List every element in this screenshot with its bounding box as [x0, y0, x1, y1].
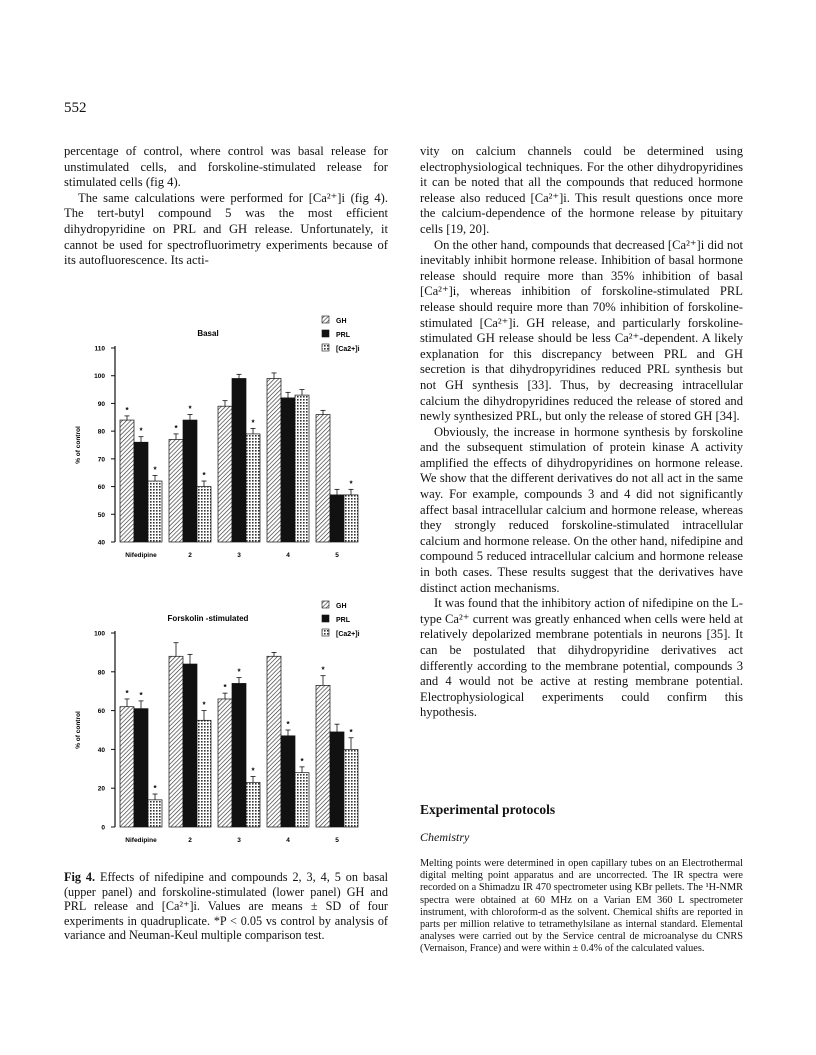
significance-marker: *: [321, 665, 325, 675]
significance-marker: *: [286, 720, 290, 729]
legend-swatch: [322, 316, 329, 323]
bar: [148, 481, 162, 542]
right-column-text: [420, 144, 743, 721]
caption-text: Effects of nifedipine and compounds 2, 3, 4, 5 on basal (upper panel) and forskoline-stimulated (lower panel) GH and PRL release and [Ca²⁺]i. Values are means ± SD of four experiments in quadruplicate. *P < 0.05 vs control by analysis of variance and Neuman-Keul multiple comparison test.: [64, 870, 388, 943]
y-tick-label: 50: [97, 511, 105, 519]
significance-marker: *: [174, 423, 178, 433]
bar: [134, 442, 148, 542]
right-paragraph-3: Obviously, the increase in hormone synthesis by forskoline and the subsequent stimulation of protein kinase A activity amplified the effects of dihydropyridines on hormone release. We show that the different derivatives do not all act in the same way. For example, compounds 3 and 4 did not significantly affect basal intracellular calcium and hormone release, whereas they strongly reduced forskoline-stimulated intracellular calcium and hormone release. On the other hand, nifedipine and compound 5 reduced intracellular calcium and hormone release in both cases. These results suggest that the derivatives have distinct action mechanisms.: [420, 424, 743, 595]
chart-title: Forskolin -stimulated: [167, 614, 249, 623]
y-tick-label: 60: [97, 484, 105, 492]
y-tick-label: 90: [97, 400, 105, 408]
bar: [183, 420, 197, 542]
x-tick-label: 4: [286, 552, 290, 559]
legend-swatch: [322, 330, 329, 337]
x-tick-label: 5: [335, 552, 339, 559]
right-paragraph-2: On the other hand, compounds that decreased [Ca²⁺]i did not inevitably inhibit hormone release. Inhibition of basal hormone release should require more than 35% inhibition of basal [Ca²⁺]i, whereas inhibition of forskoline-stimulated PRL release should require more than 70% inhibition of forskoline-stimulated [Ca²⁺]i. GH release, and particularly forskoline-stimulated GH release should be less Ca²⁺-dependent. A likely explanation for this discrepancy between PRL and GH secretion is that dihydropyridines reduced PRL synthesis but not GH synthesis [33]. Thus, by decreasing intracellular calcium the dihydropyridines reduced the release of stored and newly synthesized PRL, but only the release of stored GH [34].: [420, 237, 743, 424]
bar: [316, 685, 330, 827]
legend-label: GH: [336, 603, 347, 610]
y-tick-label: 0: [101, 824, 105, 832]
x-tick-label: Nifedipine: [125, 552, 157, 559]
significance-marker: *: [300, 756, 304, 766]
bar: [232, 378, 246, 542]
bar: [246, 782, 260, 827]
significance-marker: *: [251, 766, 255, 776]
bar: [316, 415, 330, 542]
y-tick-label: 80: [97, 428, 105, 436]
bar: [169, 656, 183, 827]
bar: [148, 800, 162, 827]
x-tick-label: 2: [188, 837, 192, 844]
legend-label: PRL: [336, 332, 350, 339]
left-paragraph-1: percentage of control, where control was basal release for unstimulated cells, and forskoline-stimulated release for stimulated cells (fig 4).: [64, 144, 388, 190]
right-paragraph-4: It was found that the inhibitory action of nifedipine on the L-type Ca²⁺ current was greatly enhanced when cells were held at relatively depolarized membrane potentials in neurons [35]. It can be postulated that dihydropyridine derivatives act differently according to the membrane potential, compounds 3 and 4 would not be active at resting membrane potential. Electrophysiological experiments could confirm this hypothesis.: [420, 596, 743, 720]
section-heading: Experimental protocols: [420, 802, 556, 817]
significance-marker: *: [202, 700, 206, 710]
bar: [120, 420, 134, 542]
y-tick-label: 20: [97, 785, 105, 793]
significance-marker: *: [251, 418, 255, 428]
legend-swatch: [322, 601, 329, 608]
significance-marker: *: [153, 784, 157, 794]
y-tick-label: 80: [97, 669, 105, 677]
bar: [330, 495, 344, 542]
bar: [197, 487, 211, 542]
bar: [281, 736, 295, 827]
bar: [267, 656, 281, 827]
legend-label: [Ca2+]i: [336, 631, 360, 638]
significance-marker: *: [223, 683, 227, 693]
chart-forskolin: [60, 585, 400, 855]
bar: [330, 732, 344, 827]
y-tick-label: 100: [94, 630, 105, 638]
bar: [169, 439, 183, 542]
bar: [134, 709, 148, 827]
bar: [267, 378, 281, 542]
legend-label: GH: [336, 318, 347, 325]
bar: [281, 398, 295, 542]
bar: [344, 749, 358, 827]
caption-label: Fig 4.: [64, 870, 96, 884]
y-tick-label: 110: [94, 345, 105, 353]
y-tick-label: 40: [97, 746, 105, 754]
legend-swatch: [322, 629, 329, 636]
chart-title: Basal: [197, 329, 219, 338]
bar: [197, 720, 211, 827]
significance-marker: *: [125, 405, 129, 415]
bar: [218, 406, 232, 542]
legend-swatch: [322, 344, 329, 351]
legend-swatch: [322, 615, 329, 622]
y-tick-label: 40: [97, 539, 105, 547]
x-tick-label: Nifedipine: [125, 837, 157, 844]
right-paragraph-1: vity on calcium channels could be determined using electrophysiological techniques. For the other dihydropyridines it can be noted that all the compounds that reduced hormone release also reduced [Ca²⁺]i. This result questions once more the calcium-dependence of the hormone release by pituitary cells [19, 20].: [420, 144, 743, 236]
section-subheading: Chemistry: [420, 830, 470, 844]
bar: [183, 664, 197, 827]
significance-marker: *: [125, 688, 129, 698]
bar: [246, 434, 260, 542]
bar: [295, 773, 309, 827]
significance-marker: *: [349, 727, 353, 737]
significance-marker: *: [188, 404, 192, 414]
page-number: 552: [64, 100, 87, 116]
x-tick-label: 3: [237, 552, 241, 559]
y-axis-label: % of control: [75, 426, 82, 464]
chart-basal: [60, 300, 400, 570]
y-tick-label: 70: [97, 456, 105, 464]
y-axis-label: % of control: [75, 711, 82, 749]
x-tick-label: 5: [335, 837, 339, 844]
bar: [344, 495, 358, 542]
left-column-text: [64, 144, 388, 269]
y-tick-label: 60: [97, 708, 105, 716]
significance-marker: *: [237, 667, 241, 677]
section-body: Melting points were determined in open capillary tubes on an Electrothermal digital melting point apparatus and are uncorrected. The IR spectra were recorded on a Shimadzu IR 470 spectrometer using KBr pellets. The ¹H-NMR spectra were obtained at 60 MHz on a Varian EM 360 L spectrometer instrument, with chloroform-d as the solvent. Chemical shifts are reported in parts per million relative to tetramethylsilane as internal standard. Elemental analyses were carried out by the Service central de microanalyse du CNRS (Vernaison, France) and were within ± 0.4% of the calculated values.: [420, 858, 743, 955]
significance-marker: *: [202, 471, 206, 481]
significance-marker: *: [139, 690, 143, 700]
x-tick-label: 4: [286, 837, 290, 844]
left-paragraph-2: The same calculations were performed for [Ca²⁺]i (fig 4). The tert-butyl compound 5 was the most efficient dihydropyridine on PRL and GH release. Unfortunately, it cannot be used for spectrofluorimetry experiments because of its autofluorescence. Its acti-: [64, 190, 388, 268]
significance-marker: *: [349, 479, 353, 489]
bar: [218, 699, 232, 827]
bar: [295, 395, 309, 542]
legend-label: [Ca2+]i: [336, 346, 360, 353]
bar: [120, 707, 134, 827]
significance-marker: *: [139, 426, 143, 436]
legend-label: PRL: [336, 617, 350, 624]
x-tick-label: 3: [237, 837, 241, 844]
significance-marker: *: [153, 465, 157, 475]
y-tick-label: 100: [94, 373, 105, 381]
x-tick-label: 2: [188, 552, 192, 559]
bar: [232, 683, 246, 827]
figure-caption: [64, 870, 388, 943]
